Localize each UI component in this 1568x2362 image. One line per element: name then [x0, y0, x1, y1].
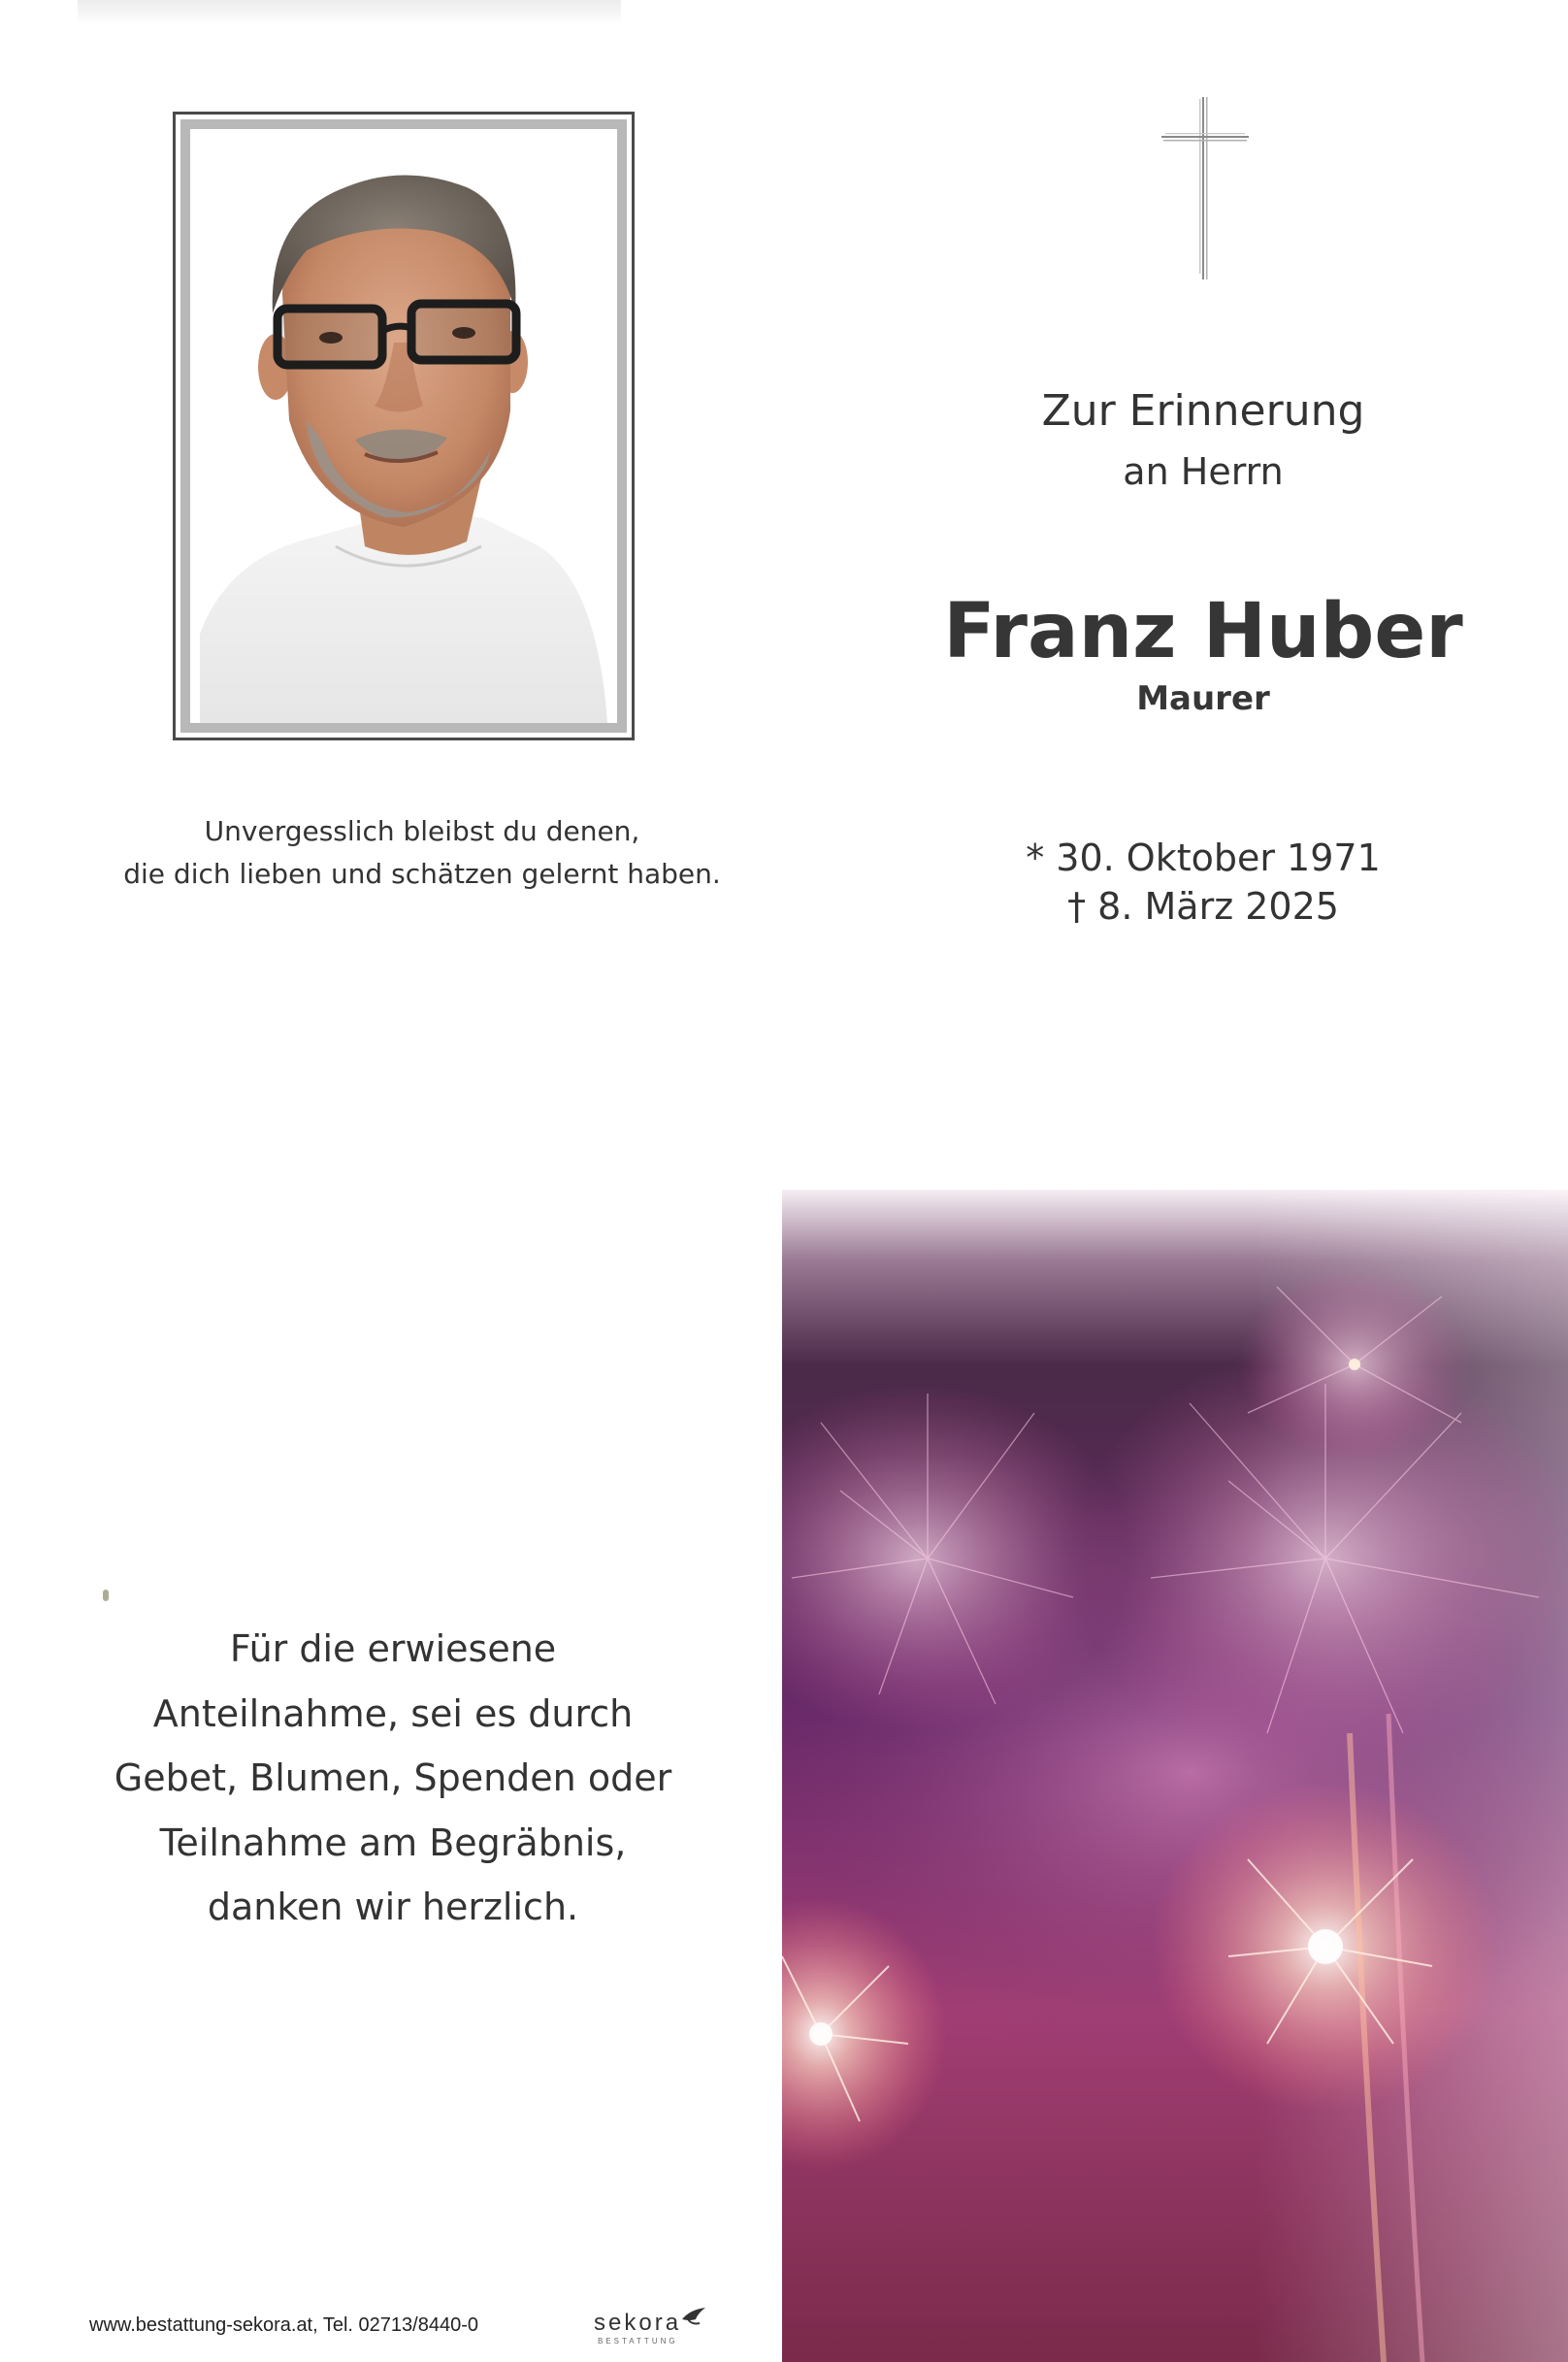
brand-name: sekora	[594, 2310, 682, 2336]
thanks-line-2: Anteilnahme, sei es durch	[152, 1692, 634, 1735]
thanks-line-3: Gebet, Blumen, Spenden oder	[114, 1756, 672, 1799]
quote-line-1: Unvergesslich bleibst du denen,	[204, 815, 640, 847]
thanks-line-4: Teilnahme am Begräbnis,	[159, 1821, 627, 1864]
death-date: † 8. März 2025	[1067, 885, 1339, 928]
portrait-photo	[190, 129, 617, 723]
thanks-line-1: Für die erwiesene	[229, 1627, 557, 1670]
birth-date: * 30. Oktober 1971	[1026, 837, 1381, 879]
footer-contact: www.bestattung-sekora.at, Tel. 02713/8440-0	[89, 2314, 478, 2336]
intro-line-2: an Herrn	[1123, 450, 1284, 493]
scan-speck	[103, 1590, 109, 1601]
portrait-inner-frame	[180, 119, 627, 733]
brand-logo	[588, 2304, 724, 2350]
cross-icon	[1160, 95, 1251, 281]
intro-line-1: Zur Erinnerung	[1041, 386, 1365, 436]
scan-shadow	[78, 0, 621, 25]
brand-subtitle: BESTATTUNG	[598, 2337, 678, 2346]
profession: Maurer	[1136, 679, 1270, 718]
bird-icon	[680, 2306, 707, 2327]
quote-line-2: die dich lieben und schätzen gelernt haben.	[123, 858, 721, 890]
portrait-frame	[173, 112, 635, 740]
thanks-line-5: danken wir herzlich.	[207, 1886, 579, 1928]
deceased-name: Franz Huber	[943, 588, 1463, 675]
fireworks-image	[782, 1190, 1568, 2362]
